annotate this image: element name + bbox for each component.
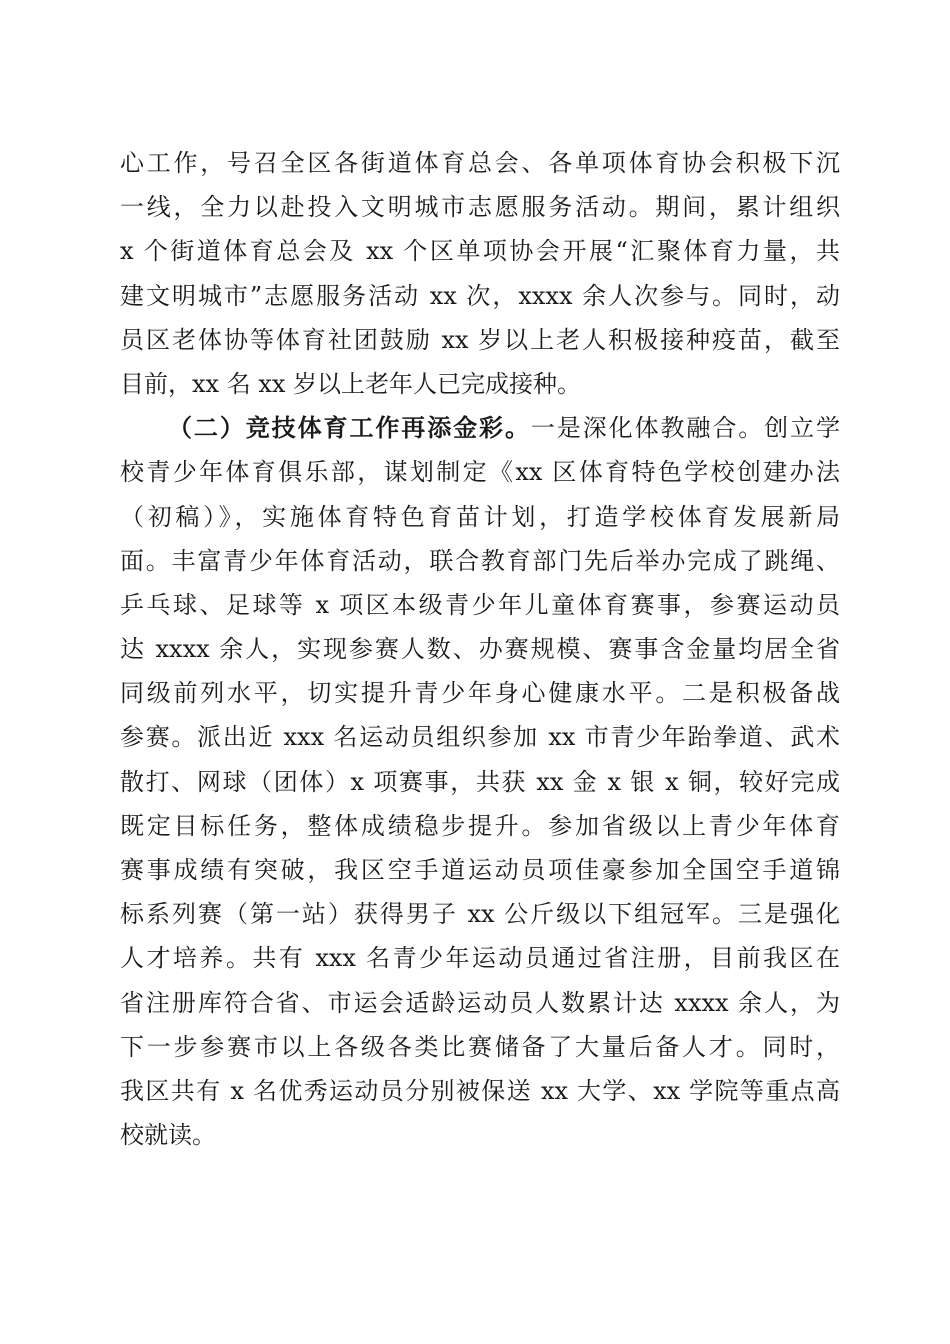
paragraph-1-line: x 个街道体育总会及 xx 个区单项协会开展“汇聚体育力量，共 bbox=[120, 237, 840, 266]
paragraph-2-line: 赛事成绩有突破，我区空手道运动员项佳豪参加全国空手道锦 bbox=[120, 856, 840, 884]
paragraph-2-line: 下一步参赛市以上各级各类比赛储备了大量后备人才。同时， bbox=[120, 1032, 840, 1061]
paragraph-2-first-line bbox=[120, 406, 840, 450]
paragraph-2-line: 校青少年体育俱乐部，谋划制定《xx 区体育特色学校创建办法 bbox=[120, 458, 840, 487]
paragraph-2-line: 乒乓球、足球等 x 项区本级青少年儿童体育赛事，参赛运动员 bbox=[120, 590, 840, 619]
paragraph-2-line: 散打、网球（团体）x 项赛事，共获 xx 金 x 银 x 铜，较好完成 bbox=[120, 767, 840, 796]
paragraph-2-line: 达 xxxx 余人，实现参赛人数、办赛规模、赛事含金量均居全省 bbox=[120, 635, 840, 664]
paragraph-1-line: 建文明城市”志愿服务活动 xx 次，xxxx 余人次参与。同时，动 bbox=[120, 281, 840, 310]
paragraph-2-line: 人才培养。共有 xxx 名青少年运动员通过省注册，目前我区在 bbox=[120, 944, 840, 973]
paragraph-2-line: （初稿）》，实施体育特色育苗计划，打造学校体育发展新局 bbox=[120, 502, 840, 531]
paragraph-2-line: 我区共有 x 名优秀运动员分别被保送 xx 大学、xx 学院等重点高 bbox=[120, 1076, 840, 1105]
paragraph-2-line: 校就读。 bbox=[120, 1121, 216, 1150]
paragraph-2-line: 同级前列水平，切实提升青少年身心健康水平。二是积极备战 bbox=[120, 679, 840, 708]
document-body bbox=[120, 141, 840, 1157]
section-heading: （二）竞技体育工作再添金彩。 bbox=[168, 413, 531, 443]
paragraph-1-line: 一线，全力以赴投入文明城市志愿服务活动。期间，累计组织 bbox=[120, 193, 840, 222]
paragraph-2-first-line-text: 一是深化体教融合。创立学 bbox=[530, 414, 841, 443]
paragraph-1-line: 目前，xx 名 xx 岁以上老年人已完成接种。 bbox=[120, 369, 582, 398]
paragraph-2-line: 参赛。派出近 xxx 名运动员组织参加 xx 市青少年跆拳道、武术 bbox=[120, 723, 840, 752]
paragraph-2-line: 标系列赛（第一站）获得男子 xx 公斤级以下组冠军。三是强化 bbox=[120, 900, 840, 929]
paragraph-2-line: 既定目标任务，整体成绩稳步提升。参加省级以上青少年体育 bbox=[120, 811, 840, 840]
paragraph-1-line: 员区老体协等体育社团鼓励 xx 岁以上老人积极接种疫苗，截至 bbox=[120, 325, 840, 354]
paragraph-2-line: 面。丰富青少年体育活动，联合教育部门先后举办完成了跳绳、 bbox=[120, 546, 840, 575]
paragraph-1-line: 心工作，号召全区各街道体育总会、各单项体育协会积极下沉 bbox=[120, 149, 840, 177]
paragraph-2-line: 省注册库符合省、市运会适龄运动员人数累计达 xxxx 余人，为 bbox=[120, 988, 840, 1017]
